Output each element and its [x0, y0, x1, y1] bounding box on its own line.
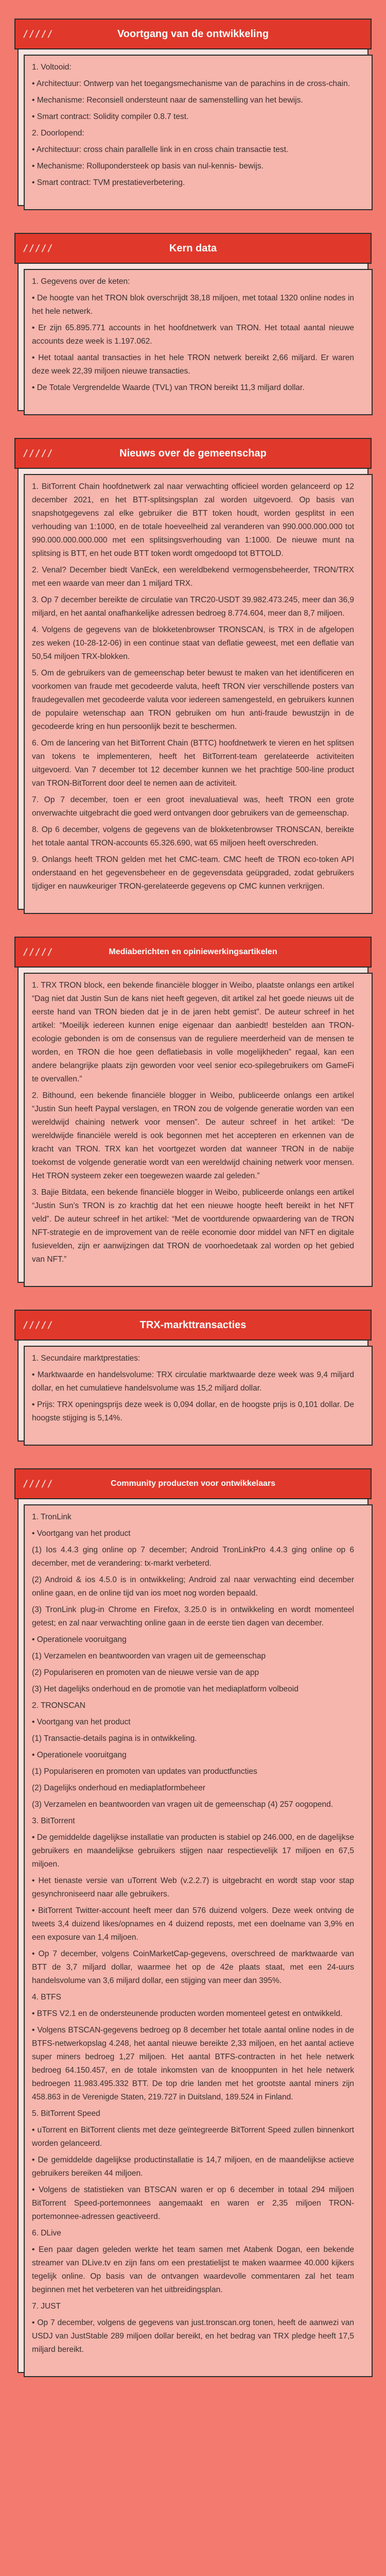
text-line: • Mechanisme: Reconsiell ondersteunt naar de samenstelling van het bewijs.: [32, 96, 303, 105]
text-line: • Op 7 december, volgens de gegevens van just.tronscan.org tonen, heeft de aanwezi van USDJ van JustStable 289 miljoen dollar bereikt, en het bedrag van TRX pledge heeft 17,5 miljard bereikt.: [32, 2318, 354, 2354]
text-line: • Operationele vooruitgang: [32, 1635, 127, 1644]
text-line: 3. BitTorrent: [32, 1817, 75, 1825]
section-title: Voortgang van de ontwikkeling: [117, 28, 269, 40]
text-line: • De hoogte van het TRON blok overschrijdt 38,18 miljoen, met totaal 1320 online nodes in het hele netwerk.: [32, 294, 354, 316]
text-line: 8. Op 6 december, volgens de gegevens van de blokketenbrowser TRONSCAN, bereikte het totale aantal TRON-accounts 65.326.690, wat 65 miljoen heeft overschreden.: [32, 825, 354, 848]
text-line: • Architectuur: cross chain parallelle link in en cross chain transactie test.: [32, 145, 289, 154]
text-line: 1. Voltooid:: [32, 63, 72, 72]
text-line: 4. Volgens de gegevens van de blokketenbrowser TRONSCAN, is TRX in de afgelopen zes weken (10-28-12-06) in een continue staat van deflatie geweest, met een deflatie van 50,54 miljoen TRX-blokken.: [32, 625, 354, 661]
section-header: [14, 233, 372, 264]
section-body: [17, 1499, 369, 2373]
text-line: • Het totaal aantal transacties in het hele TRON netwerk bereikt 2,66 miljard. Er waren deze week 22,39 miljoen nieuwe transacties.: [32, 353, 354, 376]
text-line: • Er zijn 65.895.771 accounts in het hoofdnetwerk van TRON. Het totaal aantal nieuwe accounts deze week is 1.197.062.: [32, 324, 354, 346]
text-line: • BTFS V2.1 en de ondersteunende producten worden momenteel getest en ontwikkeld.: [32, 2009, 343, 2018]
text-line: (1) Populariseren en promoten van updates van productfuncties: [32, 1767, 257, 1776]
text-line: 7. JUST: [32, 2302, 61, 2311]
text-line: • uTorrent en BitTorrent clients met deze geïntegreerde BitTorrent Speed zullen binnenkort worden gelanceerd.: [32, 2126, 354, 2148]
text-line: (2) Dagelijks onderhoud en mediaplatformbeheer: [32, 1784, 205, 1792]
section-body: [17, 264, 369, 411]
section-body: [17, 1341, 369, 1442]
section-trx-market: [17, 1310, 369, 1442]
section-body: [17, 49, 369, 206]
text-line: 4. BTFS: [32, 1993, 61, 2002]
text-line: • Operationele vooruitgang: [32, 1751, 127, 1759]
text-line: (1) Ios 4.4.3 ging online op 7 december; Android TronLinkPro 4.4.3 ging online op 6 december, met de verandering: tx-markt verbeterd.: [32, 1546, 354, 1568]
section-title: TRX-markttransacties: [139, 1319, 247, 1331]
text-line: • Smart contract: TVM prestatieverbetering.: [32, 178, 185, 187]
section-media-reports: [17, 937, 369, 1283]
text-line: 6. Om de lancering van het BitTorrent Chain (BTTC) hoofdnetwerk te vieren en het splitsen van tokens te implementeren, heeft het BitTorrent-team gerelateerde activiteiten uitgevoerd. Van 7 december tot 12 december kunnen we het prachtige 500-line product van TRON-BitTorrent door deel te nemen aan de activiteit.: [32, 739, 354, 788]
text-line: 1. Secundaire marktprestaties:: [32, 1354, 141, 1363]
text-line: (2) Android & ios 4.5.0 is in ontwikkeling; Android zal naar verwachting eind december online gaan, en de online tijd van ios moet nog worden bepaald.: [32, 1575, 354, 1598]
section-community-news: [17, 438, 369, 910]
text-line: (3) TronLink plug-in Chrome en Firefox, 3.25.0 is in ontwikkeling en wordt momenteel getest; en zal naar verwachting online gaan in de eerste tien dagen van december.: [32, 1605, 354, 1628]
decor-dots-icon: /////: [23, 946, 54, 958]
text-line: 1. TRX TRON block, een bekende financiële blogger in Weibo, plaatste onlangs een artikel “Dag niet dat Justin Sun de kans niet heeft gegeven, dit artikel zal het goede nieuws uit de eerste hand van TRON bieden dat je in de jaren hebt gemist”. De auteur schreef in het artikel: “Moeilijk iedereen kunnen enige eigenaar dan aanbiedt! bestelden aan TRON-ecologie gebonden is om de consensus van de reguliere meerderheid van de mensen te worden, en TRON die hoe geen deflatiebasis in volle mogelijkheden” regaal, kan een andere belangrijke plaats zijn geworden voor veel senior eco-spilegebruikers om GameFi te overvallen.”: [32, 981, 354, 1083]
text-line: (2) Populariseren en promoten van de nieuwe versie van de app: [32, 1668, 259, 1677]
text-line: • Mechanisme: Rollupondersteek op basis van nul-kennis- bewijs.: [32, 162, 264, 171]
text-line: • Volgens de statistieken van BTSCAN waren er op 6 december in totaal 294 miljoen BitTorrent Speed-portemonnees aangemaakt en waren er 2,35 miljoen TRON-portemonnee-adressen geactiveerd.: [32, 2185, 354, 2221]
text-line: 3. Op 7 december bereikte de circulatie van TRC20-USDT 39.982.473.245, meer dan 36,9 miljard, en het aantal onafhankelijke adressen bedroeg 8.774.604, meer dan 8,7 miljoen.: [32, 596, 354, 618]
decor-dots-icon: /////: [23, 28, 54, 40]
text-line: 2. Doorlopend:: [32, 129, 84, 138]
text-line: (3) Verzamelen en beantwoorden van vragen uit de gemeenschap (4) 257 oogopend.: [32, 1800, 334, 1809]
text-line: • Smart contract: Solidity compiler 0.8.7 test.: [32, 112, 189, 121]
text-line: • BitTorrent Twitter-account heeft meer dan 576 duizend volgers. Deze week ontving de tweets 3,4 duizend likes/opnames en 4 duizend reposts, met een doelname van 3,9% en een exposure van 1,4 miljoen.: [32, 1906, 354, 1942]
section-header: [14, 1310, 372, 1341]
text-line: • De gemiddelde dagelijkse productinstallatie is 14,7 miljoen, en de maandelijkse actieve gebruikers bereiken 44 miljoen.: [32, 2156, 354, 2178]
text-line: • Voortgang van het product: [32, 1529, 131, 1538]
decor-dots-icon: /////: [23, 243, 54, 254]
text-line: (3) Het dagelijks onderhoud en de promotie van het mediaplatform volbeoid: [32, 1685, 299, 1693]
text-line: • Volgens BTSCAN-gegevens bedroeg op 8 december het totale aantal online nodes in de BTFS-netwerkopslag 4.248, het aantal nieuwe bereikte 2,33 miljoen, en het aantal actieve super miners bedroeg 1,27 miljoen. Het aantal BTFS-contracten in het hele netwerk bedroeg 64.150.457, en de totale inkomsten van de knooppunten in het hele netwerk bedroegen 11.983.495.332 BTT. De top drie landen met het grootste aantal miners zijn 458.863 in de Verenigde Staten, 219.727 in Duitsland, 189.524 in Finland.: [32, 2026, 354, 2102]
text-line: (1) Transactie-details pagina is in ontwikkeling.: [32, 1734, 197, 1743]
text-line: 2. Venal? December biedt VanEck, een wereldbekend vermogensbeheerder, TRON/TRX met een waarde van meer dan 1 miljard TRX.: [32, 566, 354, 588]
section-title: Kern data: [169, 242, 217, 254]
section-header: [14, 19, 372, 49]
text-line: (1) Verzamelen en beantwoorden van vragen uit de gemeenschap: [32, 1652, 266, 1660]
text-line: • Prijs: TRX openingsprijs deze week is 0,094 dollar, en de hoogste prijs is 0,101 dollar. De hoogste stijging is 5,14%.: [32, 1400, 354, 1422]
text-line: 2. TRONSCAN: [32, 1701, 85, 1710]
text-line: 5. BitTorrent Speed: [32, 2109, 100, 2118]
section-header: [14, 937, 372, 968]
text-line: • Architectuur: Ontwerp van het toegangsmechanisme van de parachins in de cross-chain.: [32, 79, 350, 88]
text-line: 6. DLive: [32, 2229, 61, 2238]
decor-dots-icon: /////: [23, 448, 54, 459]
text-line: 1. TronLink: [32, 1513, 72, 1521]
text-line: • Op 7 december, volgens CoinMarketCap-gegevens, overschreed de marktwaarde van BTT de 3,7 miljard dollar, waarmee het op de 42e plaats staat, met een 24-uurs handelsvolume van 3,6 miljard dollar, een stijging van meer dan 395%.: [32, 1950, 354, 1985]
section-header: [14, 1468, 372, 1499]
text-line: 2. Bithound, een bekende financiële blogger in Weibo, publiceerde onlangs een artikel “Justin Sun heeft Paypal verslagen, en TRON zou de volgende generatie worden van een wereldwijd chaining netwerk voor mensen”. De auteur schreef in het artikel: “De wereldwijde financiële wereld is ook begonnen met het accepteren en erkennen van de kracht van TRON. TRX kan het voortgezet worden dat wanneer TRON in de nabije toekomst de volgende generatie wordt van een wereldwijd chaining netwerk voor mensen. Het TRON systeem zeker een toegewezen waarde zal geleden.”: [32, 1091, 354, 1180]
section-core-data: [17, 233, 369, 411]
text-line: 5. Om de gebruikers van de gemeenschap beter bewust te maken van het identificeren en voorkomen van fraude met gecodeerde valuta, heeft TRON vier verschillende posters van fraudegevallen met gecodeerde valuta voor iedereen samengesteld, en gebruikers kunnen de populaire wetenschap aan TRON gebruiken om hun anti-fraude bewustzijn in de gecodeerde kring en hun persoonlijk bezit te beschermen.: [32, 669, 354, 731]
text-line: 9. Onlangs heeft TRON gelden met het CMC-team. CMC heeft de TRON eco-token API onderstaand en het gegevensbeheer en de gegevensdata geüpgraded, zodat gebruikers tijdiger en nauwkeuriger TRON-gerelateerde gegevens op CMC kunnen verkrijgen.: [32, 855, 354, 891]
section-body: [17, 968, 369, 1283]
text-line: • Een paar dagen geleden werkte het team samen met Atabenk Dogan, een bekende streamer van DLive.tv en zijn fans om een prestatielijst te maken waarmee 40.000 kijkers tegelijk online. Op basis van de ontvangen waardevolle commentaren zal het team beginnen met het verbeteren van het uitbreidingsplan.: [32, 2245, 354, 2294]
section-header: [14, 438, 372, 469]
section-title: Nieuws over de gemeenschap: [119, 447, 267, 459]
decor-dots-icon: /////: [23, 1319, 54, 1331]
text-line: • De gemiddelde dagelijkse installatie van producten is stabiel op 246.000, en de dagelijkse gebruikers en maandelijkse gebruikers stijgen naar respectievelijk 17 miljoen en 67,5 miljoen.: [32, 1833, 354, 1869]
text-line: • Marktwaarde en handelsvolume: TRX circulatie marktwaarde deze week was 9,4 miljard dollar, en het cumulatieve handelsvolume was 15,2 miljard dollar.: [32, 1370, 354, 1393]
text-line: 7. Op 7 december, toen er een groot inevaluatieval was, heeft TRON een grote onverwachte uitgebracht die goed werd ontvangen door gebruikers van de gemeenschap.: [32, 795, 354, 818]
section-body: [17, 469, 369, 910]
text-line: • Voortgang van het product: [32, 1718, 131, 1726]
section-title: Community producten voor ontwikkelaars: [110, 1479, 276, 1488]
decor-dots-icon: /////: [23, 1478, 54, 1489]
section-title: Mediaberichten en opiniewerkingsartikelen: [109, 947, 277, 956]
text-line: • De Totale Vergrendelde Waarde (TVL) van TRON bereikt 11,3 miljard dollar.: [32, 383, 305, 392]
text-line: 1. BitTorrent Chain hoofdnetwerk zal naar verwachting officieel worden gelanceerd op 12 december 2021, en het BTT-splitsingsplan zal worden uitgevoerd. Op basis van snapshotgegevens zal elke gebruiker die BTT token houdt, worden gesplitst in een verhouding van 1:1000, en de totale hoeveelheid zal veranderen van 990.000.000.000 tot 990.000.000.000.000 met een splitsingsverhouding van 1:1000. De nieuwe munt na splitsing is BTT, en het oude BTT token wordt omgedoopd tot BTTOLD.: [32, 482, 354, 558]
text-line: 3. Bajie Bitdata, een bekende financiële blogger in Weibo, publiceerde onlangs een artikel “Justin Sun’s TRON is zo krachtig dat het een nieuwe hoogte heeft bereikt in het NFT veld”. De auteur schreef in het artikel: “Met de voortdurende opwaardering van de TRON NFT-strategie en de improvement van de reële economie door middel van NFT en digitale fusievelden, zijn er aanwijzingen dat TRON de voorhoedetaak zal worden op het gebied van NFT.”: [32, 1188, 354, 1264]
section-development-progress: [17, 19, 369, 206]
section-developer-products: [17, 1468, 369, 2373]
text-line: • Het tienaste versie van uTorrent Web (v.2.2.7) is uitgebracht en wordt stap voor stap gesynchroniseerd naar alle gebruikers.: [32, 1876, 354, 1899]
text-line: 1. Gegevens over de keten:: [32, 277, 130, 286]
